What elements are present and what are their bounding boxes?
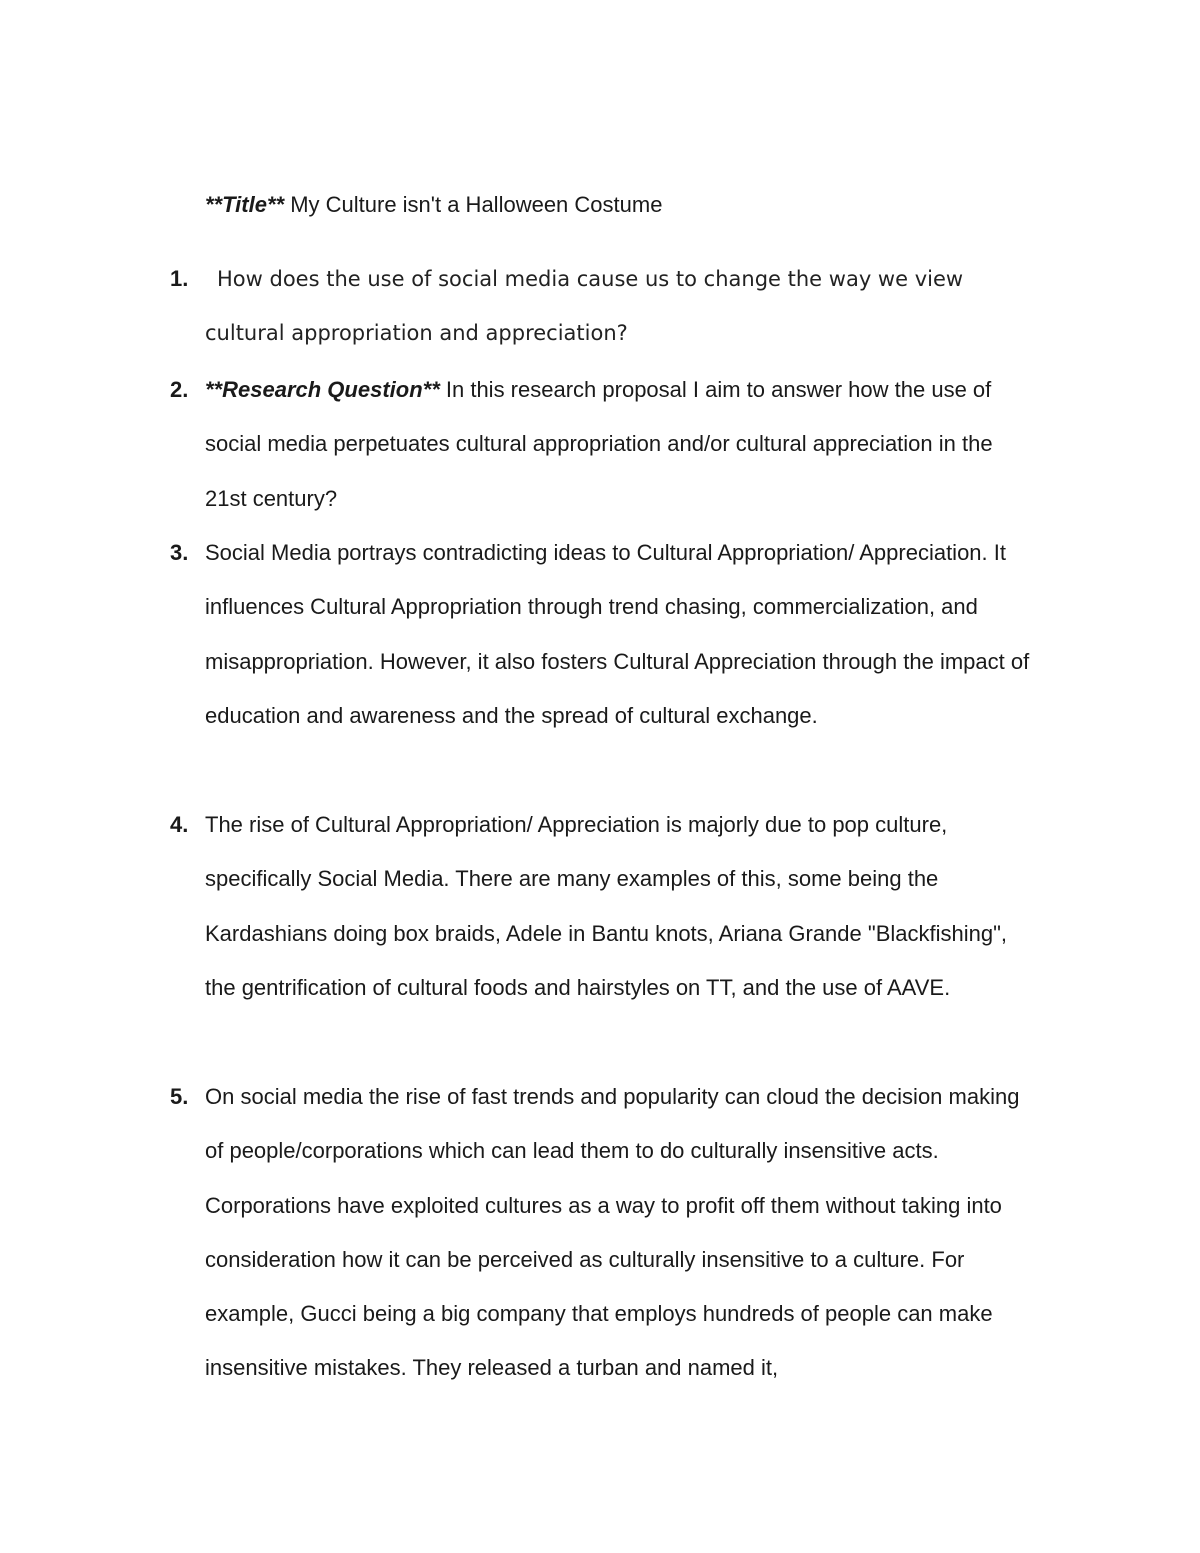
list-item-number: 3.	[170, 540, 189, 565]
list-item-number: 2.	[170, 377, 189, 402]
list-item-text	[205, 798, 1035, 1015]
document-title	[205, 190, 662, 220]
list-item-body: In this research proposal I aim to answer how the use of social media perpetuates cultural appropriation and/or cultural appreciation in the 21st century?	[205, 377, 993, 511]
list-item-text	[205, 363, 1035, 526]
list-item-body: On social media the rise of fast trends and popularity can cloud the decision making of people/corporations which can lead them to do culturally insensitive acts. Corporations have exploited cultures as a way to profit off them without taking into consideration how it can be perceived as culturally insensitive to a culture. For example, Gucci being a big company that employs hundreds of people can make insensitive mistakes. They released a turban and named it,	[205, 1084, 1020, 1381]
list-item-body: The rise of Cultural Appropriation/ Appreciation is majorly due to pop culture, specifically Social Media. There are many examples of this, some being the Kardashians doing box braids, Adele in Bantu knots, Ariana Grande "Blackfishing", the gentrification of cultural foods and hairstyles on TT, and the use of AAVE.	[205, 812, 1008, 1000]
research-question-label: **Research Question**	[205, 377, 440, 402]
list-item-body: Social Media portrays contradicting ideas to Cultural Appropriation/ Appreciation. It influences Cultural Appropriation through trend chasing, commercialization, and misappropriation. However, it also fosters Cultural Appreciation through the impact of education and awareness and the spread of cultural exchange.	[205, 540, 1030, 728]
list-item-text	[205, 1070, 1035, 1396]
list-item-number: 4.	[170, 812, 189, 837]
list-item-text	[205, 526, 1035, 743]
list-item-text	[205, 252, 1035, 361]
list-item-number: 5.	[170, 1084, 189, 1109]
title-label: **Title**	[205, 192, 285, 217]
list-item-number: 1.	[170, 266, 189, 291]
list-item-body: How does the use of social media cause us to change the way we view cultural appropriation and appreciation?	[205, 267, 964, 346]
title-text: My Culture isn't a Halloween Costume	[284, 192, 663, 217]
